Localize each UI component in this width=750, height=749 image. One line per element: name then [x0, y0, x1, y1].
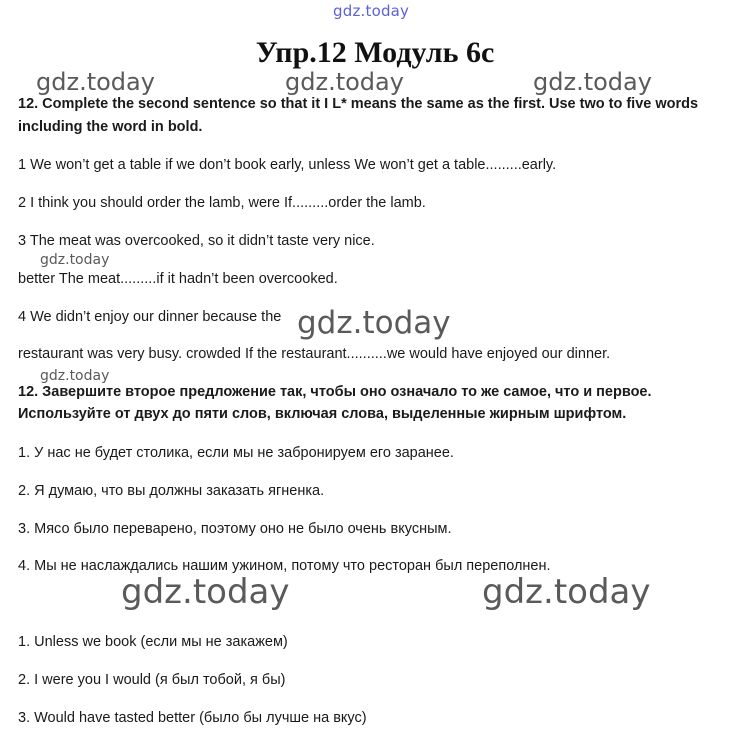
- en-item-4: 4 We didn’t enjoy our dinner because the: [18, 309, 282, 325]
- ru-item-1: 1. У нас не будет столика, если мы не забронируем его заранее.: [18, 445, 454, 461]
- ru-item-4: 4. Мы не наслаждались нашим ужином, потому что ресторан был переполнен.: [18, 558, 551, 574]
- page-title: Упр.12 Модуль 6с: [255, 36, 495, 69]
- answer-1: 1. Unless we book (если мы не закажем): [18, 634, 288, 650]
- watermark-small-2: gdz.today: [40, 368, 110, 384]
- watermark-left: gdz.today: [36, 68, 155, 96]
- ru-task-line-1: 12. Завершите второе предложение так, чтобы оно означало то же самое, что и первое.: [18, 384, 652, 400]
- en-item-3: 3 The meat was overcooked, so it didn’t taste very nice.: [18, 233, 375, 249]
- watermark-small-1: gdz.today: [40, 252, 110, 268]
- en-item-3-cont: better The meat.........if it hadn’t been overcooked.: [18, 271, 338, 287]
- ru-task-line-2: Используйте от двух до пяти слов, включая слова, выделенные жирным шрифтом.: [18, 406, 627, 422]
- ru-item-2: 2. Я думаю, что вы должны заказать ягненка.: [18, 483, 325, 499]
- watermark-center: gdz.today: [285, 68, 404, 96]
- answer-3: 3. Would have tasted better (было бы лучше на вкус): [18, 710, 367, 726]
- en-item-1: 1 We won’t get a table if we don’t book early, unless We won’t get a table.........early.: [18, 157, 557, 173]
- watermark-mid: gdz.today: [297, 305, 451, 341]
- en-task-line-2: including the word in bold.: [18, 119, 203, 135]
- watermark-right: gdz.today: [533, 68, 652, 96]
- watermark-big-left: gdz.today: [121, 572, 290, 612]
- answer-2: 2. I were you I would (я был тобой, я бы): [18, 672, 286, 688]
- ru-item-3: 3. Мясо было переварено, поэтому оно не было очень вкусным.: [18, 521, 452, 537]
- en-item-2: 2 I think you should order the lamb, were If.........order the lamb.: [18, 195, 426, 211]
- en-task-line-1: 12. Complete the second sentence so that it I L* means the same as the first. Use two to five words: [18, 96, 699, 112]
- watermark-top: gdz.today: [333, 2, 410, 20]
- watermark-big-right: gdz.today: [482, 572, 651, 612]
- en-item-4-cont: restaurant was very busy. crowded If the restaurant..........we would have enjoyed our dinner.: [18, 346, 611, 362]
